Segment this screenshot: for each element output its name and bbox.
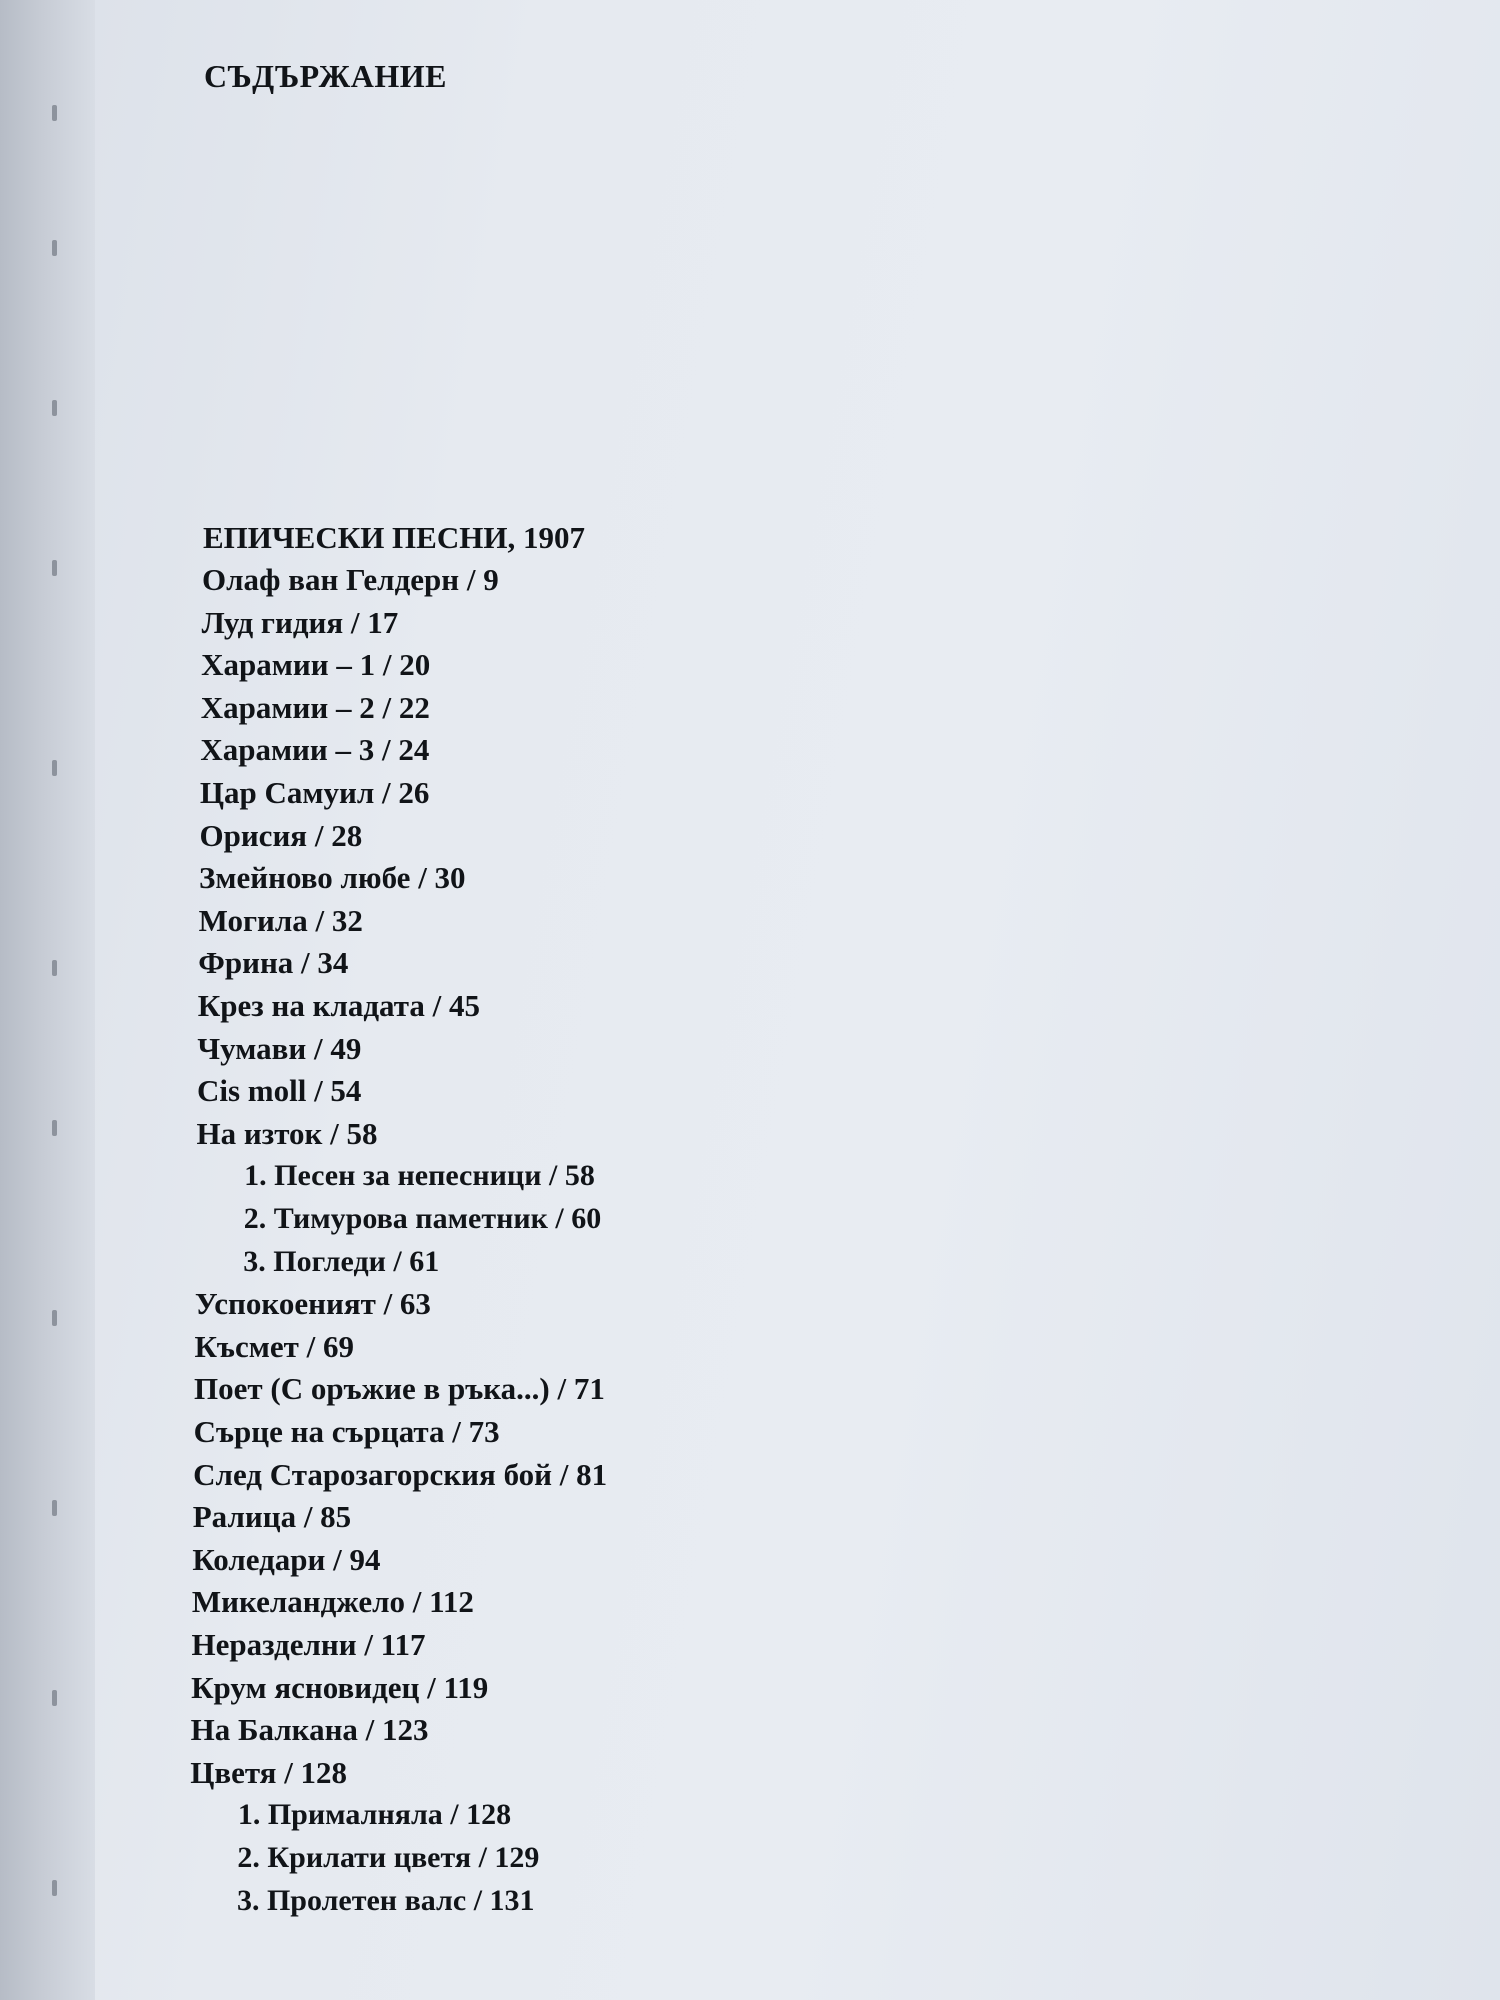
toc-entry: Cis moll / 54: [196, 1073, 362, 1109]
toc-subentry: 3. Погледи / 61: [243, 1244, 440, 1278]
toc-entry: На Балкана / 123: [190, 1712, 429, 1748]
toc-entry: Орисия / 28: [199, 817, 363, 853]
binding-stitch: [52, 400, 57, 416]
toc-subentry: 2. Тимурова паметник / 60: [243, 1202, 602, 1235]
toc-subentry: 1. Прималняла / 128: [237, 1798, 512, 1832]
toc-entry: Неразделни / 117: [191, 1627, 426, 1662]
binding-stitch: [52, 1120, 57, 1136]
toc-entry: Цар Самуил / 26: [199, 775, 430, 810]
binding-stitch: [52, 960, 57, 976]
toc-subentry: 1. Песен за непесници / 58: [244, 1159, 595, 1193]
binding-stitch: [52, 1880, 57, 1896]
toc-subentry: 3. Пролетен валс / 131: [236, 1883, 535, 1917]
toc-entry: Олаф ван Гелдерн / 9: [202, 562, 499, 597]
toc-entry: Микеланджело / 112: [191, 1584, 474, 1620]
toc-entry: На изток / 58: [196, 1115, 378, 1151]
toc-entry: Фрина / 34: [198, 945, 349, 981]
toc-entry: Змейново любе / 30: [199, 860, 466, 896]
toc-entry: Поет (С оръжие в ръка...) / 71: [194, 1371, 605, 1407]
binding-stitch: [52, 760, 57, 776]
toc-entry: Ралица / 85: [192, 1499, 352, 1535]
toc-entry: Късмет / 69: [194, 1328, 354, 1364]
toc-entry: Сърце на сърцата / 73: [193, 1414, 500, 1449]
toc-subentry: 2. Крилати цветя / 129: [237, 1841, 540, 1874]
binding-stitch: [52, 105, 57, 121]
toc-entry: Крез на кладата / 45: [197, 988, 480, 1023]
toc-entry: След Старозагорския бой / 81: [193, 1456, 608, 1492]
toc-entry: Коледари / 94: [192, 1541, 381, 1577]
toc-entry: Крум ясновидец / 119: [191, 1669, 489, 1705]
toc-entry: Харамии – 3 / 24: [200, 732, 430, 768]
section-title: ЕПИЧЕСКИ ПЕСНИ, 1907: [203, 520, 585, 555]
binding-stitch: [52, 1690, 57, 1706]
toc-entry: Харамии – 2 / 22: [200, 689, 430, 725]
toc-entry: Харамии – 1 / 20: [201, 647, 431, 683]
toc-entry: Цветя / 128: [190, 1754, 348, 1790]
toc-entry: Успокоеният / 63: [194, 1286, 431, 1322]
toc-entry: Чумави / 49: [197, 1030, 362, 1066]
binding-stitch: [52, 240, 57, 256]
toc-entry: Могила / 32: [198, 902, 363, 938]
binding-stitch: [52, 1310, 57, 1326]
binding-stitch: [52, 1500, 57, 1516]
page-title: СЪДЪРЖАНИЕ: [204, 58, 447, 94]
binding-stitch: [52, 560, 57, 576]
toc-entry: Луд гидия / 17: [201, 604, 399, 640]
